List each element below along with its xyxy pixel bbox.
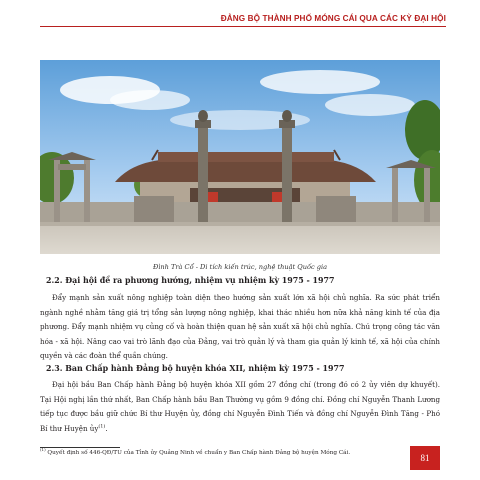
footnote-marker: (1)	[40, 447, 46, 453]
header-rule	[40, 26, 446, 27]
running-header: ĐẢNG BỘ THÀNH PHỐ MÓNG CÁI QUA CÁC KỲ ĐẠI HỘI	[220, 14, 446, 23]
section-heading: 2.3. Ban Chấp hành Đảng bộ huyện khóa XII, nhiệm kỳ 1975 - 1977	[46, 364, 345, 373]
footnote	[40, 447, 351, 456]
footnote-rule	[40, 447, 120, 448]
section-heading: 2.2. Đại hội đề ra phương hướng, nhiệm vụ nhiệm kỳ 1975 - 1977	[46, 276, 335, 285]
footnote-text: Quyết định số 446-QĐ/TU của Tỉnh ủy Quảng Ninh về chuẩn y Ban Chấp hành Đảng bộ huyện Móng Cái.	[45, 450, 351, 456]
page-number: 81	[410, 446, 440, 470]
section-paragraph: Đại hội bầu Ban Chấp hành Đảng bộ huyện khóa XII gồm 27 đồng chí (trong đó có 2 ủy viên dự khuyết). Tại Hội nghị lần thứ nhất, Ban Chấp hành bầu Ban Thường vụ gồm 9 đồng chí. Đồng chí Nguyễn Thanh Lương tiếp tục được bầu giữ chức Bí thư Huyện ủy, đồng chí Nguyễn Đình Tiến và đồng chí Nguyễn Đình Tăng - Phó Bí thư Huyện ủy$^{(1)}$.	[40, 380, 440, 433]
temple-photo	[40, 60, 440, 254]
paragraph-text: Đại hội bầu Ban Chấp hành Đảng bộ huyện khóa XII gồm 27 đồng chí (trong đó có 2 ủy viên dự khuyết). Tại Hội nghị lần thứ nhất, Ban Chấp hành bầu Ban Thường vụ gồm 9 đồng chí. Đồng chí Nguyễn Thanh Lương tiếp tục được bầu giữ chức Bí thư Huyện ủy, đồng chí Nguyễn Đình Tiến và đồng chí Nguyễn Đình Tăng - Phó Bí thư Huyện ủy	[40, 380, 440, 433]
section-paragraph: Đẩy mạnh sản xuất nông nghiệp toàn diện theo hướng sản xuất lớn xã hội chủ nghĩa. Ra sức phát triển ngành nghề nhằm tăng giá trị tổng sản lượng nông nghiệp, khai thác nhiều hơn nữa khả năng kinh tế của địa phương. Đẩy mạnh nhiệm vụ củng cố và hoàn thiện quan hệ sản xuất xã hội chủ nghĩa. Chú trọng công tác văn hóa - xã hội. Nâng cao vai trò lãnh đạo của Đảng, vai trò quản lý và tham gia quản lý kinh tế, xã hội của chính quyền và các đoàn thể quần chúng.	[40, 293, 440, 361]
photo-caption: Đình Trà Cổ - Di tích kiến trúc, nghệ thuật Quốc gia	[152, 263, 328, 271]
footnote-reference[interactable]: (1)	[98, 423, 106, 430]
